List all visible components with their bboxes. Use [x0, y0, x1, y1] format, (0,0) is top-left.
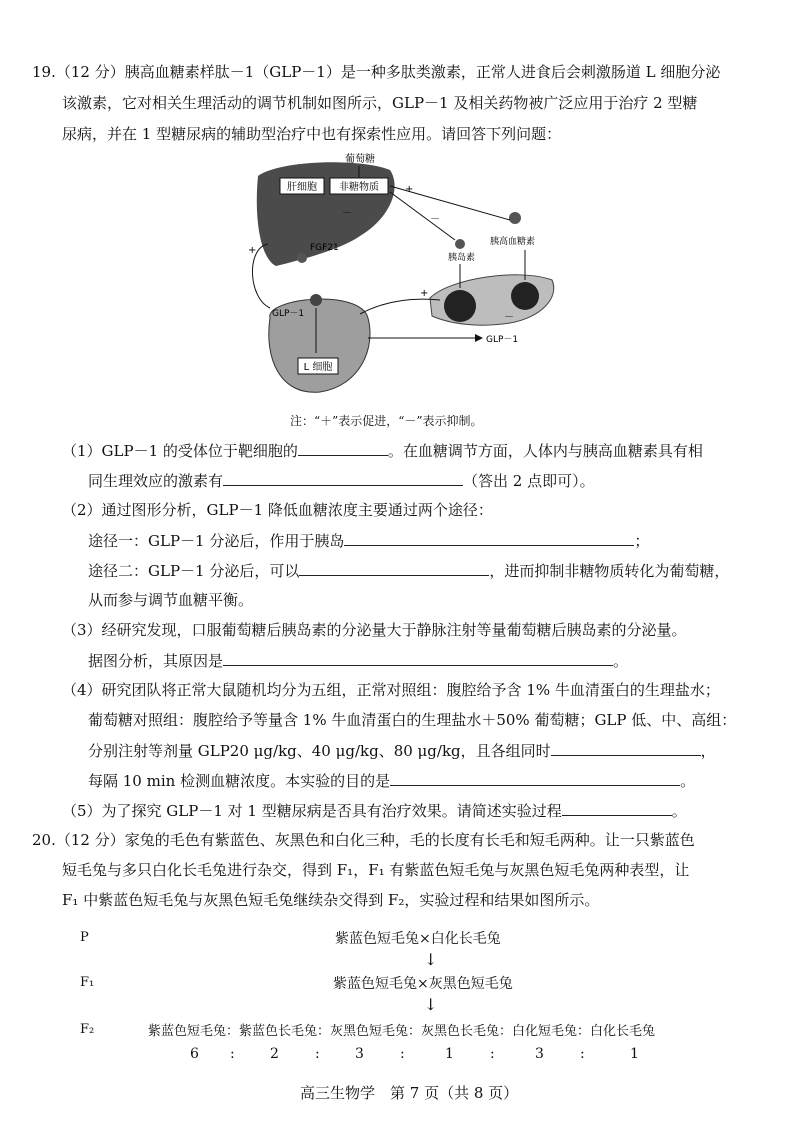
f2-generation-label: F₂ [80, 1022, 95, 1037]
q19-3-text-c: 。 [613, 652, 629, 670]
plus-sign-3: + [420, 288, 429, 299]
l-cell-label: L 细胞 [303, 362, 333, 373]
q19-1-text-d: （答出 2 点即可）。 [463, 472, 595, 490]
minus-sign-1: － [430, 214, 440, 225]
ratio-separator: : [490, 1046, 495, 1062]
ratio-separator: : [230, 1046, 235, 1062]
q19-5-blank[interactable] [562, 800, 672, 816]
q19-2-line-1: （2）通过图形分析，GLP－1 降低血糖浓度主要通过两个途径： [62, 501, 493, 519]
ratio-separator: : [315, 1046, 320, 1062]
ratio-value: 1 [630, 1046, 639, 1062]
q19-2-blank-2[interactable] [299, 560, 489, 576]
plus-sign-2: + [248, 245, 257, 256]
arrow-down-icon: ↓ [424, 995, 438, 1014]
q19-3-line-1: （3）经研究发现，口服葡萄糖后胰岛素的分泌量大于静脉注射等量葡萄糖后胰岛素的分泌量。 [62, 621, 687, 639]
q19-3-text-b: 据图分析，其原因是 [88, 652, 224, 670]
liver-cell-label: 肝细胞 [287, 182, 317, 193]
glp1-regulation-diagram [240, 148, 570, 400]
minus-sign-2: － [342, 208, 352, 219]
q19-intro-line-1: 19.（12 分）胰高血糖素样肽－1（GLP－1）是一种多肽类激素，正常人进食后会刺激肠道 L 细胞分泌 [32, 63, 721, 81]
q19-4-line-1: （4）研究团队将正常大鼠随机均分为五组，正常对照组：腹腔给予含 1% 牛血清蛋白的生理盐水； [62, 681, 720, 699]
q19-2-text-c: ； [634, 532, 650, 550]
glucose-label: 葡萄糖 [345, 154, 375, 165]
q19-1-line-1 [62, 440, 703, 461]
q20-intro-line-3: F₁ 中紫蓝色短毛兔与灰黑色短毛兔继续杂交得到 F₂，实验过程和结果如图所示。 [62, 891, 600, 909]
f1-generation-label: F₁ [80, 975, 95, 990]
glucagon-label: 胰高血糖素 [490, 237, 536, 247]
q19-1-text-b: 。在血糖调节方面，人体内与胰高血糖素具有相 [387, 442, 703, 460]
q19-5-line-1 [62, 800, 687, 821]
arrow-down-icon: ↓ [424, 950, 438, 969]
ratio-value: 6 [190, 1046, 199, 1062]
q19-2-text-d: 途径二：GLP－1 分泌后，可以 [88, 562, 300, 580]
q19-3-blank[interactable] [223, 650, 613, 666]
ratio-value: 2 [270, 1046, 279, 1062]
q19-intro-line-2: 该激素，它对相关生理活动的调节机制如图所示，GLP－1 及相关药物被广泛应用于治疗 2 型糖 [62, 94, 698, 112]
q19-2-line-2 [88, 530, 649, 551]
figure-note: 注：“＋”表示促进，“－”表示抑制。 [290, 414, 483, 428]
q19-4-text-c: 分别注射等剂量 GLP20 μg/kg、40 μg/kg、80 μg/kg，且各组同时 [88, 742, 551, 760]
q19-4-line-4 [88, 770, 695, 791]
ratio-value: 1 [445, 1046, 454, 1062]
page-footer: 高三生物学 第 7 页（共 8 页） [300, 1084, 519, 1102]
q19-4-text-e: 每隔 10 min 检测血糖浓度。本实验的目的是 [88, 772, 391, 790]
q19-1-blank-1[interactable] [298, 440, 388, 456]
plus-sign-1: + [405, 184, 414, 195]
q19-intro-line-3: 尿病，并在 1 型糖尿病的辅助型治疗中也有探索性应用。请回答下列问题： [62, 125, 562, 143]
f1-cross: 紫蓝色短毛兔×灰黑色短毛兔 [333, 976, 513, 992]
q19-1-line-2 [88, 470, 595, 491]
q20-intro-line-1: 20.（12 分）家兔的毛色有紫蓝色、灰黑色和白化三种，毛的长度有长毛和短毛两种。让一只紫蓝色 [32, 831, 695, 849]
glp1-right-label: GLP－1 [486, 335, 519, 345]
p-generation-label: P [80, 930, 89, 945]
ratio-separator: : [580, 1046, 585, 1062]
q19-2-text-b: 途径一：GLP－1 分泌后，作用于胰岛 [88, 532, 345, 550]
ratio-separator: : [400, 1046, 405, 1062]
minus-sign-3: － [504, 312, 514, 323]
q20-intro-line-2: 短毛兔与多只白化长毛兔进行杂交，得到 F₁，F₁ 有紫蓝色短毛兔与灰黑色短毛兔两种表型，让 [62, 861, 690, 879]
q19-2-blank-1[interactable] [344, 530, 634, 546]
q19-2-text-e: ，进而抑制非糖物质转化为葡萄糖， [489, 562, 730, 580]
insulin-label: 胰岛素 [448, 253, 476, 263]
glp1-left-label: GLP－1 [272, 309, 305, 319]
q19-4-blank-1[interactable] [551, 740, 701, 756]
ratio-value: 3 [535, 1046, 544, 1062]
p-cross: 紫蓝色短毛兔×白化长毛兔 [335, 931, 501, 947]
q19-4-line-3 [88, 740, 716, 761]
q19-3-line-2 [88, 650, 628, 671]
ratio-value: 3 [355, 1046, 364, 1062]
q19-4-text-d: ， [700, 742, 716, 760]
q19-2-line-3 [88, 560, 729, 581]
q19-1-text-c: 同生理效应的激素有 [88, 472, 224, 490]
q19-2-line-4: 从而参与调节血糖平衡。 [88, 591, 254, 609]
q19-1-text-a: （1）GLP－1 的受体位于靶细胞的 [62, 442, 298, 460]
q19-4-text-f: 。 [680, 772, 696, 790]
q19-1-blank-2[interactable] [223, 470, 463, 486]
q19-4-line-2: 葡萄糖对照组：腹腔给予等量含 1% 牛血清蛋白的生理盐水＋50% 葡萄糖；GLP 低、中、高组： [88, 711, 737, 729]
q19-5-text-a: （5）为了探究 GLP－1 对 1 型糖尿病是否具有治疗效果。请简述实验过程 [62, 802, 562, 820]
non-sugar-label: 非糖物质 [339, 182, 379, 193]
fgf21-label: FGF21 [310, 243, 339, 253]
q19-4-blank-2[interactable] [390, 770, 680, 786]
f2-phenotypes: 紫蓝色短毛兔：紫蓝色长毛兔：灰黑色短毛兔：灰黑色长毛兔：白化短毛兔：白化长毛兔 [148, 1024, 656, 1039]
q19-5-text-b: 。 [671, 802, 687, 820]
